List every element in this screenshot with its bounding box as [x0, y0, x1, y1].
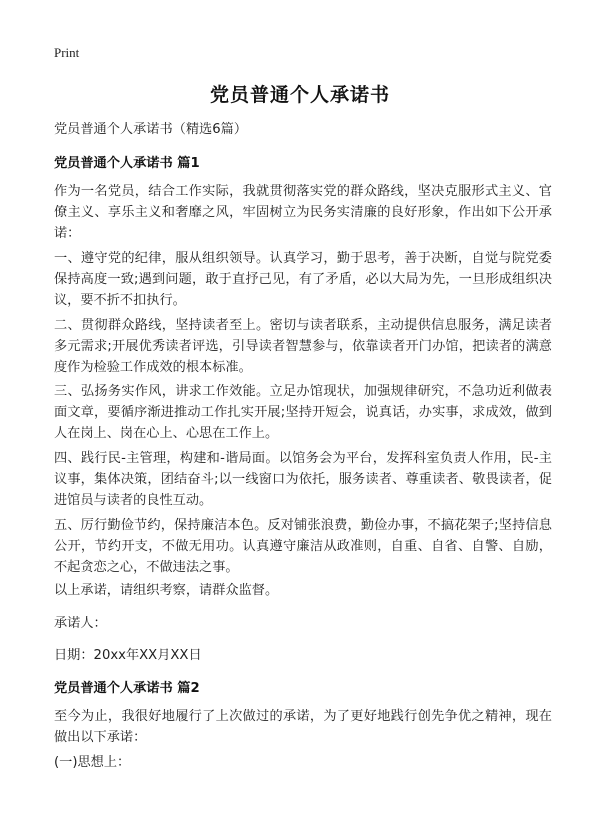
paragraph: 作为一名党员，结合工作实际，我就贯彻落实党的群众路线，坚决克服形式主义、官僚主义、享乐主义和奢靡之风，牢固树立为民务实清廉的良好形象，作出如下公开承诺： [54, 184, 552, 241]
paragraph: 至今为止，我很好地履行了上次做过的承诺，为了更好地践行创先争优之精神，现在做出以下承诺： [54, 709, 552, 745]
signer-line: 承诺人： [54, 616, 107, 631]
paragraph: 二、贯彻群众路线，坚持读者至上。密切与读者联系，主动提供信息服务，满足读者多元需求;开展优秀读者评选，引导读者智慧参与，依靠读者开门办馆，把读者的满意度作为检验工作成效的根本标准。 [54, 318, 552, 375]
paragraph: (一)思想上： [54, 755, 131, 770]
paragraph: 一、遵守党的纪律，服从组织领导。认真学习，勤于思考，善于决断，自觉与院党委保持高度一致;遇到问题，敢于直抒己见，有了矛盾，必以大局为先，一旦形成组织决议，要不折不扣执行。 [54, 251, 552, 308]
section-heading-1: 党员普通个人承诺书 篇1 [54, 156, 200, 171]
paragraph: 三、弘扬务实作风，讲求工作效能。立足办馆现状，加强规律研究，不急功近利做表面文章，要循序渐进推动工作扎实开展;坚持开短会，说真话，办实事，求成效，做到人在岗上、岗在心上、心思在工作上。 [54, 384, 552, 441]
document-subtitle: 党员普通个人承诺书（精选6篇） [54, 122, 248, 137]
section-heading-2: 党员普通个人承诺书 篇2 [54, 681, 200, 696]
date-line: 日期：20xx年XX月XX日 [54, 648, 202, 663]
paragraph: 五、厉行勤俭节约，保持廉洁本色。反对铺张浪费，勤俭办事，不搞花架子;坚持信息公开，节约开支，不做无用功。认真遵守廉洁从政准则，自重、自省、自警、自励，不起贪恋之心，不做违法之事。 [54, 518, 552, 575]
document-title: 党员普通个人承诺书 [209, 84, 390, 106]
paragraph: 以上承诺，请组织考察，请群众监督。 [54, 583, 279, 598]
paragraph: 四、践行民-主管理，构建和-谐局面。以馆务会为平台，发挥科室负责人作用，民-主议事，集体决策，团结奋斗;以一线窗口为依托，服务读者、尊重读者、敬畏读者，促进馆员与读者的良性互动。 [54, 451, 552, 508]
print-label[interactable]: Print [54, 45, 80, 60]
